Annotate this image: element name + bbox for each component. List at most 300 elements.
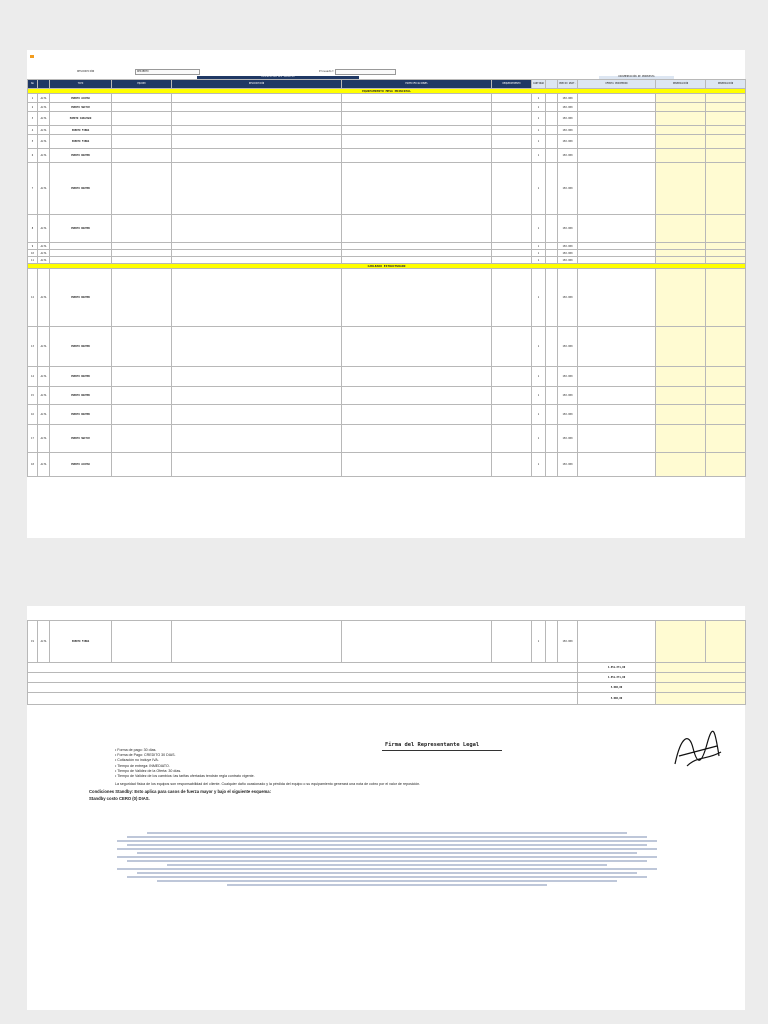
row-offer[interactable] — [578, 215, 656, 243]
row-offer[interactable] — [578, 269, 656, 327]
totals-row — [28, 673, 746, 683]
row-desc — [112, 94, 172, 103]
row-req — [342, 126, 492, 135]
quote-table-page-2 — [27, 620, 746, 705]
row-price: 150.000 — [558, 103, 578, 112]
totals-label — [28, 673, 578, 683]
row-spec — [172, 135, 342, 149]
row-spec — [172, 367, 342, 387]
row-qty: 1 — [532, 621, 546, 663]
row-x — [546, 387, 558, 405]
row-req — [342, 112, 492, 126]
col-requerimiento: REQUERIMIENTO — [492, 80, 532, 89]
row-obs2[interactable] — [706, 257, 746, 264]
row-qty: 1 — [532, 94, 546, 103]
row-req — [342, 425, 492, 453]
row-price: 150.000 — [558, 387, 578, 405]
row-obs[interactable] — [656, 250, 706, 257]
row-tipo: ALTA — [38, 387, 50, 405]
row-no: 11 — [28, 257, 38, 264]
row-price: 150.000 — [558, 257, 578, 264]
totals-pale[interactable] — [656, 663, 746, 673]
row-qty: 1 — [532, 112, 546, 126]
row-spec — [172, 250, 342, 257]
row-offer[interactable] — [578, 112, 656, 126]
row-no: 9 — [28, 243, 38, 250]
row-qty: 1 — [532, 327, 546, 367]
row-tipo: ALTA — [38, 367, 50, 387]
col-precio: PRECIO UNIT. — [558, 80, 578, 89]
table-row — [28, 112, 746, 126]
table-row — [28, 257, 746, 264]
totals-label — [28, 663, 578, 673]
totals-value: 4.851.871,00 — [578, 663, 656, 673]
row-obs[interactable] — [656, 257, 706, 264]
row-req — [342, 621, 492, 663]
row-equipo: PUERTO ROUTER — [50, 269, 112, 327]
row-x — [546, 149, 558, 163]
row-price: 150.000 — [558, 126, 578, 135]
condition-item: • Forma de Pago: CREDITO 30 DIAS. — [115, 753, 176, 758]
row-obs[interactable] — [656, 453, 706, 477]
row-offer[interactable] — [578, 257, 656, 264]
row-req — [342, 257, 492, 264]
row-qty: 1 — [532, 149, 546, 163]
row-no: 1 — [28, 94, 38, 103]
row-obs[interactable] — [656, 367, 706, 387]
row-offer[interactable] — [578, 243, 656, 250]
row-equipo: PUERTO SWITCH — [50, 103, 112, 112]
row-price: 150.000 — [558, 243, 578, 250]
row-equipo: PUERTO ACCESO — [50, 94, 112, 103]
row-tipo: ALTA — [38, 257, 50, 264]
liability-note: La seguridad física de los equipos son responsabilidad del cliente. Cualquier daño ocasionado y la pérdida del equipo o su equipamiento generará una nota de cobro por el valor de reposición. — [115, 782, 421, 786]
table-row — [28, 163, 746, 215]
row-obs2[interactable] — [706, 453, 746, 477]
row-tipo: ALTA — [38, 621, 50, 663]
table-row — [28, 387, 746, 405]
row-requirement — [492, 257, 532, 264]
row-obs2[interactable] — [706, 103, 746, 112]
row-price: 150.000 — [558, 149, 578, 163]
row-requirement — [492, 405, 532, 425]
row-obs2[interactable] — [706, 327, 746, 367]
row-offer[interactable] — [578, 425, 656, 453]
row-price: 150.000 — [558, 163, 578, 215]
row-equipo: PUERTO ACCESO — [50, 453, 112, 477]
row-desc — [112, 621, 172, 663]
row-requirement — [492, 621, 532, 663]
table-body-1 — [28, 94, 746, 264]
row-requirement — [492, 387, 532, 405]
row-x — [546, 405, 558, 425]
row-obs2[interactable] — [706, 425, 746, 453]
row-tipo: ALTA — [38, 149, 50, 163]
row-tipo: ALTA — [38, 425, 50, 453]
row-x — [546, 621, 558, 663]
row-obs[interactable] — [656, 103, 706, 112]
row-obs2[interactable] — [706, 250, 746, 257]
row-obs[interactable] — [656, 405, 706, 425]
row-desc — [112, 215, 172, 243]
row-desc — [112, 112, 172, 126]
row-equipo: PUERTO SWITCH — [50, 425, 112, 453]
row-tipo: ALTA — [38, 243, 50, 250]
row-spec — [172, 425, 342, 453]
row-requirement — [492, 250, 532, 257]
row-offer[interactable] — [578, 453, 656, 477]
row-desc — [112, 453, 172, 477]
row-offer[interactable] — [578, 135, 656, 149]
table-row — [28, 425, 746, 453]
totals-row — [28, 693, 746, 705]
row-price: 150.000 — [558, 112, 578, 126]
row-qty: 1 — [532, 257, 546, 264]
row-spec — [172, 163, 342, 215]
row-no: 8 — [28, 215, 38, 243]
row-obs2[interactable] — [706, 163, 746, 215]
row-offer[interactable] — [578, 103, 656, 112]
row-no: 6 — [28, 149, 38, 163]
row-offer[interactable] — [578, 126, 656, 135]
row-equipo: PUERTO ROUTER — [50, 327, 112, 367]
row-x — [546, 135, 558, 149]
row-price: 150.000 — [558, 425, 578, 453]
row-req — [342, 135, 492, 149]
service-group-header: DESCRIPCIÓN DEL SERVICIO — [197, 76, 359, 79]
fine-print-lines — [107, 831, 667, 891]
row-equipo: PUERTO FIBRA — [50, 621, 112, 663]
row-no: 5 — [28, 135, 38, 149]
totals-value: 5.000,00 — [578, 693, 656, 705]
row-obs2[interactable] — [706, 387, 746, 405]
row-desc — [112, 269, 172, 327]
col-blank — [38, 80, 50, 89]
row-requirement — [492, 103, 532, 112]
project-label: DESCRIPCIÓN — [77, 70, 95, 73]
condition-item: • Forma de pago: 30 días. — [115, 748, 157, 752]
supplier-label: Proveedor: — [319, 70, 335, 73]
row-no: 18 — [28, 453, 38, 477]
row-equipo: PUERTO ROUTER — [50, 163, 112, 215]
row-desc — [112, 327, 172, 367]
row-desc — [112, 126, 172, 135]
col-obs2: OBSERVACIÓN — [706, 80, 746, 89]
row-qty: 1 — [532, 425, 546, 453]
row-req — [342, 94, 492, 103]
row-obs2[interactable] — [706, 94, 746, 103]
row-spec — [172, 405, 342, 425]
table-header-row — [28, 80, 746, 89]
row-desc — [112, 257, 172, 264]
row-desc — [112, 387, 172, 405]
table-row — [28, 103, 746, 112]
row-price: 150.000 — [558, 135, 578, 149]
row-obs[interactable] — [656, 112, 706, 126]
quote-table — [27, 79, 746, 477]
table-row — [28, 405, 746, 425]
row-obs2[interactable] — [706, 405, 746, 425]
row-desc — [112, 149, 172, 163]
row-price: 150.000 — [558, 269, 578, 327]
row-offer[interactable] — [578, 621, 656, 663]
row-x — [546, 327, 558, 367]
row-spec — [172, 112, 342, 126]
row-obs[interactable] — [656, 94, 706, 103]
project-field[interactable]: DESIERTO — [135, 69, 200, 75]
row-tipo: ALTA — [38, 405, 50, 425]
totals-pale[interactable] — [656, 683, 746, 693]
standby-note-2: Standby costo CERO (0) DIAS. — [89, 796, 150, 801]
row-obs2[interactable] — [706, 215, 746, 243]
row-tipo: ALTA — [38, 94, 50, 103]
row-equipo — [50, 243, 112, 250]
row-x — [546, 163, 558, 215]
row-no: 17 — [28, 425, 38, 453]
row-offer[interactable] — [578, 405, 656, 425]
proposal-group-header: DOCUMENTACIÓN DE PROPUESTA — [599, 76, 674, 79]
fine-print — [107, 831, 667, 893]
row-requirement — [492, 453, 532, 477]
row-tipo: ALTA — [38, 126, 50, 135]
row-spec — [172, 327, 342, 367]
row-obs[interactable] — [656, 425, 706, 453]
table-row — [28, 149, 746, 163]
row-obs[interactable] — [656, 135, 706, 149]
row-tipo: ALTA — [38, 135, 50, 149]
row-qty: 1 — [532, 243, 546, 250]
company-logo — [30, 55, 34, 58]
row-equipo: PUERTO FIBRA — [50, 126, 112, 135]
row-price: 150.000 — [558, 621, 578, 663]
row-offer[interactable] — [578, 163, 656, 215]
condition-item: • Tiempo de Validez de la Oferta: 30 días. — [115, 768, 182, 773]
col-descripcion: DESCRIPCIÓN — [172, 80, 342, 89]
row-obs[interactable] — [656, 621, 706, 663]
row-qty: 1 — [532, 269, 546, 327]
row-no: 16 — [28, 405, 38, 425]
row-req — [342, 453, 492, 477]
row-no: 19 — [28, 621, 38, 663]
row-desc — [112, 367, 172, 387]
supplier-field[interactable] — [335, 69, 396, 75]
row-tipo: ALTA — [38, 250, 50, 257]
row-obs[interactable] — [656, 387, 706, 405]
row-desc — [112, 135, 172, 149]
row-tipo: ALTA — [38, 269, 50, 327]
conditions-list — [111, 748, 371, 779]
row-tipo: ALTA — [38, 215, 50, 243]
row-desc — [112, 405, 172, 425]
row-equipo: PUERTO ROUTER — [50, 367, 112, 387]
col-tipo: TIPO — [50, 80, 112, 89]
row-offer[interactable] — [578, 94, 656, 103]
col-obs: OBSERVACIÓN — [656, 80, 706, 89]
row-x — [546, 257, 558, 264]
standby-note: Condiciones Standby: Esto aplica para casos de fuerza mayor y bajo el siguiente esquema: — [89, 789, 271, 794]
row-price: 150.000 — [558, 327, 578, 367]
row-requirement — [492, 135, 532, 149]
row-requirement — [492, 425, 532, 453]
row-obs2[interactable] — [706, 243, 746, 250]
totals-label — [28, 693, 578, 705]
row-equipo — [50, 250, 112, 257]
totals-pale[interactable] — [656, 673, 746, 683]
table-row — [28, 621, 746, 663]
row-x — [546, 250, 558, 257]
row-obs[interactable] — [656, 163, 706, 215]
table-row — [28, 367, 746, 387]
row-no: 13 — [28, 327, 38, 367]
row-spec — [172, 149, 342, 163]
table-row — [28, 126, 746, 135]
row-obs[interactable] — [656, 149, 706, 163]
row-req — [342, 250, 492, 257]
row-qty: 1 — [532, 135, 546, 149]
row-req — [342, 405, 492, 425]
row-desc — [112, 425, 172, 453]
row-x — [546, 453, 558, 477]
row-no: 2 — [28, 103, 38, 112]
section-title-1: EQUIPAMIENTO MESA PRINCIPAL — [28, 89, 746, 94]
totals-body — [28, 663, 746, 705]
row-requirement — [492, 112, 532, 126]
col-blank2 — [546, 80, 558, 89]
row-obs2[interactable] — [706, 367, 746, 387]
row-offer[interactable] — [578, 327, 656, 367]
row-tipo: ALTA — [38, 112, 50, 126]
row-requirement — [492, 269, 532, 327]
row-obs[interactable] — [656, 327, 706, 367]
row-x — [546, 126, 558, 135]
row-spec — [172, 269, 342, 327]
row-no: 3 — [28, 112, 38, 126]
signature-line — [382, 750, 502, 751]
row-tipo: ALTA — [38, 453, 50, 477]
row-obs2[interactable] — [706, 135, 746, 149]
sheet-page-1 — [27, 50, 745, 538]
row-requirement — [492, 327, 532, 367]
row-no: 15 — [28, 387, 38, 405]
condition-item: • Tiempo de Validez de los cambios: las tarifas ofertadas tendrán regla contrato vigente. — [115, 774, 255, 779]
row-no: 7 — [28, 163, 38, 215]
row-no: 4 — [28, 126, 38, 135]
row-qty: 1 — [532, 126, 546, 135]
table-row — [28, 215, 746, 243]
row-x — [546, 425, 558, 453]
row-equipo: PUERTO CABLEADO — [50, 112, 112, 126]
totals-value: 5.000,00 — [578, 683, 656, 693]
row-qty: 1 — [532, 453, 546, 477]
row-spec — [172, 257, 342, 264]
row-spec — [172, 126, 342, 135]
table-row — [28, 453, 746, 477]
totals-row — [28, 663, 746, 673]
row-price: 150.000 — [558, 215, 578, 243]
row-desc — [112, 250, 172, 257]
row-spec — [172, 453, 342, 477]
condition-item: • Tiempo de entrega: INMEDIATO. — [115, 763, 170, 768]
row-spec — [172, 243, 342, 250]
row-tipo: ALTA — [38, 163, 50, 215]
condition-item: • Cotización no incluye IVA. — [115, 758, 159, 763]
row-requirement — [492, 94, 532, 103]
row-x — [546, 215, 558, 243]
col-equipo: EQUIPO — [112, 80, 172, 89]
row-obs[interactable] — [656, 215, 706, 243]
sheet-page-2 — [27, 606, 745, 1010]
row-offer[interactable] — [578, 367, 656, 387]
row-x — [546, 269, 558, 327]
row-price: 150.000 — [558, 250, 578, 257]
row-x — [546, 94, 558, 103]
totals-pale[interactable] — [656, 693, 746, 705]
row-obs2[interactable] — [706, 149, 746, 163]
totals-label — [28, 683, 578, 693]
row-requirement — [492, 367, 532, 387]
row-qty: 1 — [532, 405, 546, 425]
row-obs[interactable] — [656, 269, 706, 327]
row-req — [342, 387, 492, 405]
table-row — [28, 135, 746, 149]
row-req — [342, 367, 492, 387]
signature-label: Firma del Representante Legal — [385, 742, 480, 748]
row-qty: 1 — [532, 367, 546, 387]
row-equipo: PUERTO ROUTER — [50, 405, 112, 425]
row-req — [342, 327, 492, 367]
row-req — [342, 163, 492, 215]
row-spec — [172, 387, 342, 405]
row-req — [342, 215, 492, 243]
row-qty: 1 — [532, 387, 546, 405]
row-no: 12 — [28, 269, 38, 327]
row-obs2[interactable] — [706, 126, 746, 135]
row-spec — [172, 94, 342, 103]
row-requirement — [492, 215, 532, 243]
row-price: 150.000 — [558, 367, 578, 387]
row-requirement — [492, 149, 532, 163]
row-obs2[interactable] — [706, 621, 746, 663]
row-req — [342, 149, 492, 163]
row-price: 150.000 — [558, 94, 578, 103]
row-equipo: PUERTO ROUTER — [50, 387, 112, 405]
row-spec — [172, 103, 342, 112]
row-qty: 1 — [532, 103, 546, 112]
row-x — [546, 367, 558, 387]
row-desc — [112, 163, 172, 215]
row-requirement — [492, 126, 532, 135]
row-x — [546, 103, 558, 112]
totals-value: 4.851.871,00 — [578, 673, 656, 683]
row-spec — [172, 215, 342, 243]
row-obs2[interactable] — [706, 269, 746, 327]
row-equipo: PUERTO FIBRA — [50, 135, 112, 149]
row-obs[interactable] — [656, 126, 706, 135]
row-offer[interactable] — [578, 149, 656, 163]
table-row — [28, 327, 746, 367]
row-offer[interactable] — [578, 387, 656, 405]
row-obs[interactable] — [656, 243, 706, 250]
row-x — [546, 112, 558, 126]
col-no: No — [28, 80, 38, 89]
table-row — [28, 269, 746, 327]
row-qty: 1 — [532, 250, 546, 257]
row-offer[interactable] — [578, 250, 656, 257]
table-body-2 — [28, 269, 746, 477]
col-especificaciones: ESPECIFICACIONES — [342, 80, 492, 89]
row-req — [342, 243, 492, 250]
row-obs2[interactable] — [706, 112, 746, 126]
